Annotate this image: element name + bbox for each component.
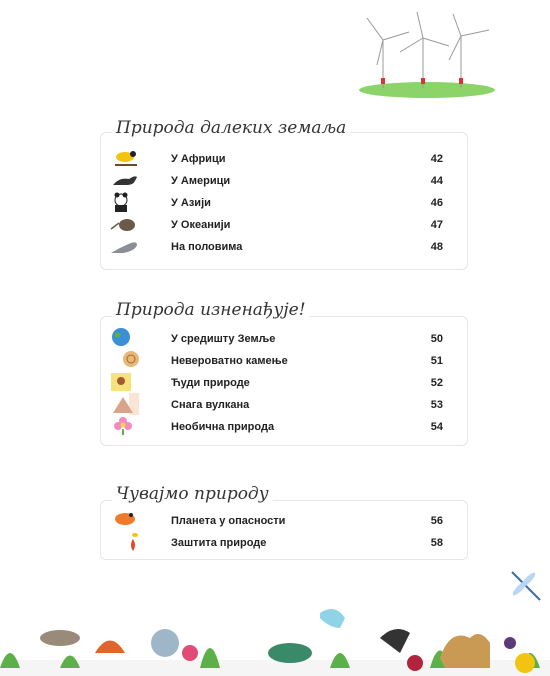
seal-icon bbox=[109, 235, 139, 257]
bee-icon bbox=[109, 531, 139, 553]
toc-item-label: У Азији bbox=[171, 197, 211, 209]
toc-item-page: 54 bbox=[430, 421, 443, 433]
toc-item-page: 51 bbox=[430, 355, 443, 367]
toc-item-label: Необична природа bbox=[171, 421, 275, 433]
toc-item-label: Невероватно камење bbox=[171, 355, 288, 367]
toc-row[interactable] bbox=[101, 353, 467, 373]
toc-item-label: У Океанији bbox=[171, 219, 231, 231]
section-title: Природа изненађује! bbox=[112, 300, 310, 320]
toc-row[interactable] bbox=[101, 375, 467, 395]
toc-row[interactable] bbox=[101, 239, 467, 259]
kiwi-icon bbox=[109, 213, 139, 235]
toc-row[interactable] bbox=[101, 151, 467, 171]
cat-icon bbox=[109, 169, 139, 191]
toc-item-label: Планета у опасности bbox=[171, 515, 286, 527]
bird-icon bbox=[109, 147, 139, 169]
toc-row[interactable] bbox=[101, 195, 467, 215]
volcano-icon bbox=[109, 393, 139, 415]
toc-row[interactable] bbox=[101, 419, 467, 439]
toc-item-label: У средишту Земље bbox=[171, 333, 276, 345]
toc-item-label: У Америци bbox=[171, 175, 231, 187]
toc-item-page: 50 bbox=[430, 333, 443, 345]
toc-item-page: 46 bbox=[430, 197, 443, 209]
section-title: Природа далеких земаља bbox=[112, 118, 350, 138]
earth-icon bbox=[109, 327, 139, 349]
toc-item-label: Заштита природе bbox=[171, 537, 267, 549]
panda-icon bbox=[109, 191, 139, 213]
toc-row[interactable] bbox=[101, 513, 467, 533]
toc-item-label: На половима bbox=[171, 241, 243, 253]
toc-item-page: 44 bbox=[430, 175, 443, 187]
toc-item-label: Ћуди природе bbox=[171, 377, 250, 389]
toc-item-page: 58 bbox=[430, 537, 443, 549]
toc-row[interactable] bbox=[101, 331, 467, 351]
toc-row[interactable] bbox=[101, 397, 467, 417]
toc-item-page: 53 bbox=[430, 399, 443, 411]
toc-item-page: 56 bbox=[430, 515, 443, 527]
section-title: Чувајмо природу bbox=[112, 484, 273, 504]
toc-section-2 bbox=[100, 316, 468, 446]
toc-row[interactable] bbox=[101, 173, 467, 193]
toc-item-page: 42 bbox=[430, 153, 443, 165]
toc-item-label: Снага вулкана bbox=[171, 399, 250, 411]
shell-icon bbox=[109, 349, 139, 371]
toc-item-page: 52 bbox=[430, 377, 443, 389]
toc-item-label: У Африци bbox=[171, 153, 226, 165]
animals-border-icon bbox=[0, 598, 550, 676]
frog-icon bbox=[109, 509, 139, 531]
wind-turbines-icon bbox=[355, 10, 495, 100]
toc-item-page: 47 bbox=[430, 219, 443, 231]
toc-row[interactable] bbox=[101, 217, 467, 237]
toc-row[interactable] bbox=[101, 535, 467, 555]
toc-section-3 bbox=[100, 500, 468, 560]
toc-section-1 bbox=[100, 132, 468, 270]
flower-icon bbox=[109, 415, 139, 437]
toc-item-page: 48 bbox=[430, 241, 443, 253]
kids-icon bbox=[109, 371, 139, 393]
